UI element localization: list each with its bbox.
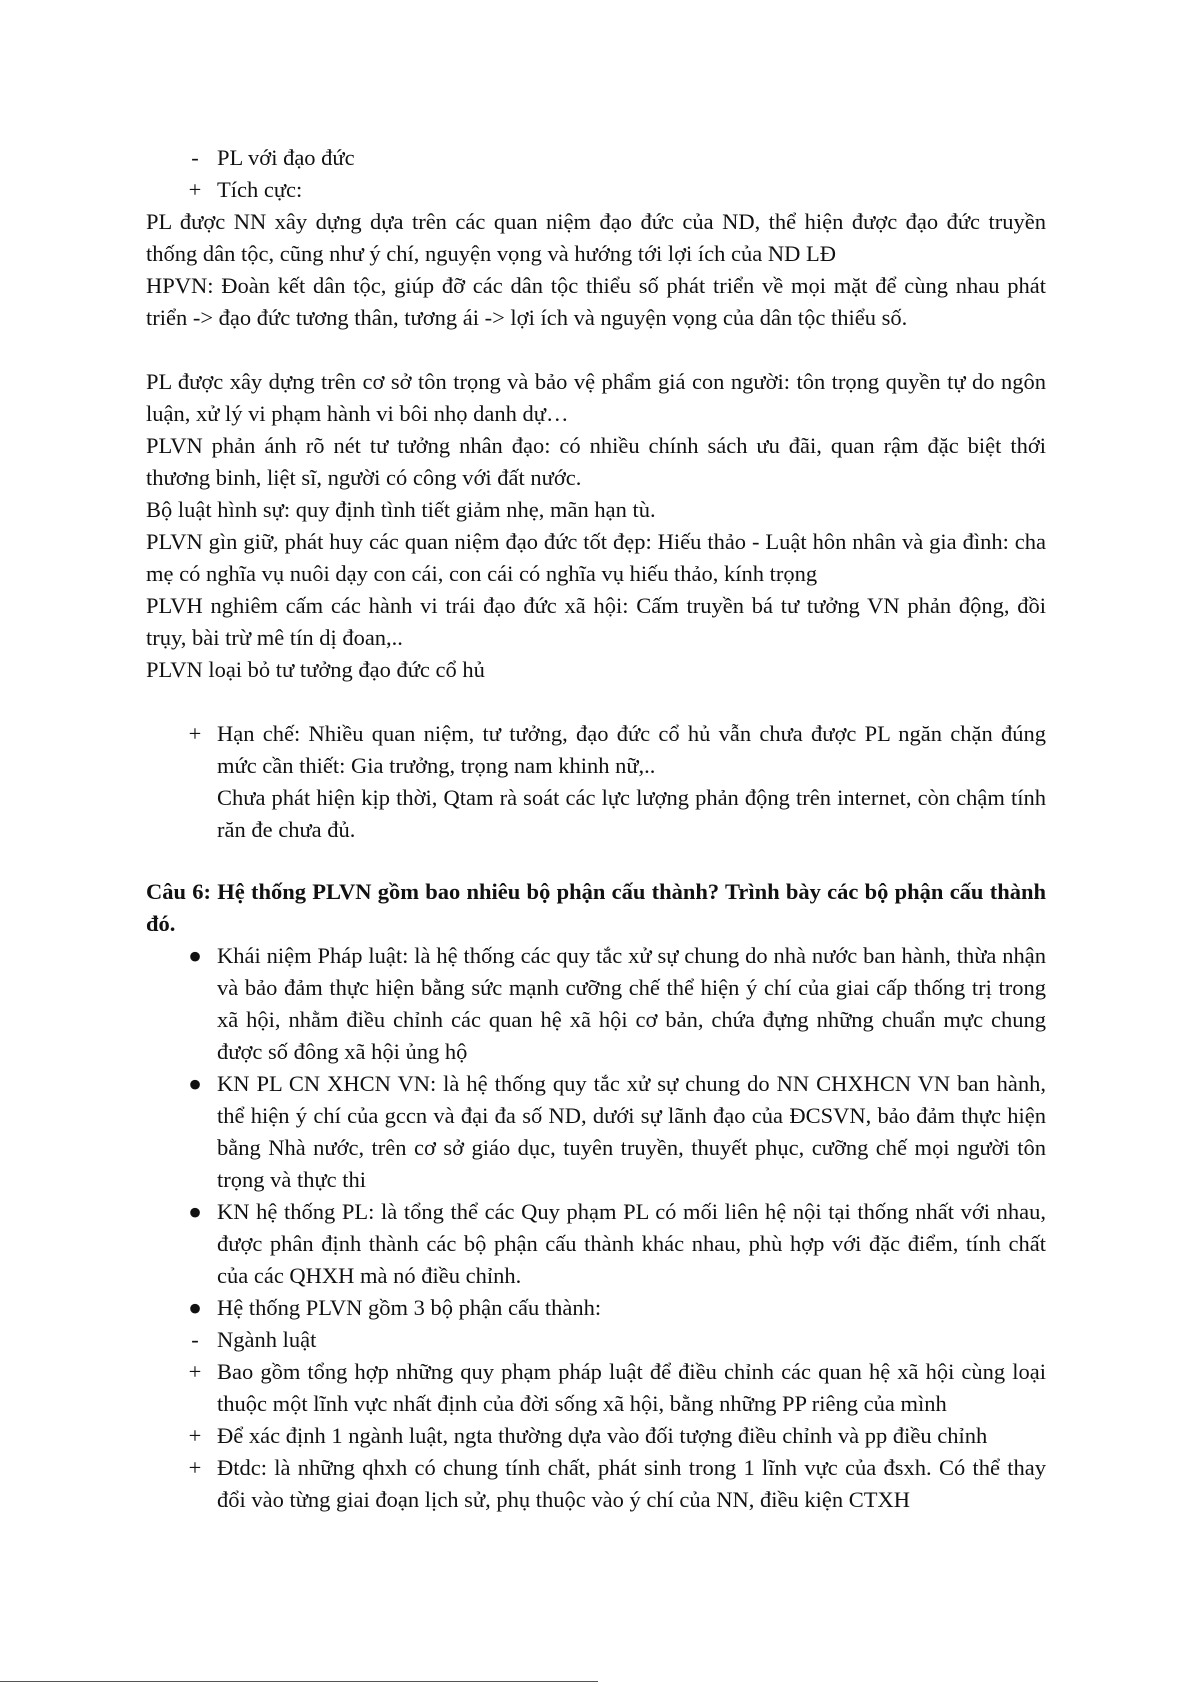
paragraph: PL được NN xây dựng dựa trên các quan niệm đạo đức của ND, thể hiện được đạo đức truyền thống dân tộc, cũng như ý chí, nguyện vọng và hướng tới lợi ích của ND LĐ bbox=[146, 209, 1046, 266]
spacer bbox=[146, 334, 1046, 366]
bullet-item bbox=[146, 940, 1046, 1068]
sub-heading: Tích cực: bbox=[217, 177, 303, 202]
paragraph: Bộ luật hình sự: quy định tình tiết giảm nhẹ, mãn hạn tù. bbox=[146, 497, 656, 522]
spacer bbox=[146, 686, 1046, 718]
paragraph: PLVN gìn giữ, phát huy các quan niệm đạo đức tốt đẹp: Hiếu thảo - Luật hôn nhân và gia đình: cha mẹ có nghĩa vụ nuôi dạy con cái, con cái có nghĩa vụ hiếu thảo, kính trọng bbox=[146, 529, 1046, 586]
plus-marker: + bbox=[188, 721, 202, 746]
paragraph: PLVH nghiêm cấm các hành vi trái đạo đức xã hội: Cấm truyền bá tư tưởng VN phản động, đồi trụy, bài trừ mê tín dị đoan,.. bbox=[146, 593, 1046, 650]
paragraph: PL được xây dựng trên cơ sở tôn trọng và bảo vệ phẩm giá con người: tôn trọng quyền tự do ngôn luận, xử lý vi phạm hành vi bôi nhọ danh dự… bbox=[146, 369, 1046, 426]
paragraph: HPVN: Đoàn kết dân tộc, giúp đỡ các dân tộc thiểu số phát triển về mọi mặt để cùng nhau phát triển -> đạo đức tương thân, tương ái -> lợi ích và nguyện vọng của dân tộc thiểu số. bbox=[146, 273, 1046, 330]
plus-marker: + bbox=[188, 1455, 202, 1480]
bullet-item bbox=[146, 1068, 1046, 1196]
dash-item-text: Ngành luật bbox=[217, 1327, 317, 1352]
dash-marker: - bbox=[191, 1327, 199, 1352]
bullet-text: KN PL CN XHCN VN: là hệ thống quy tắc xử sự chung do NN CHXHCN VN ban hành, thể hiện ý chí của gccn và đại đa số ND, dưới sự lãnh đạo của ĐCSVN, bảo đảm thực hiện bằng Nhà nước, trên cơ sở giáo dục, tuyên truyền, thuyết phục, cưỡng chế mọi người tôn trọng và thực thi bbox=[217, 1071, 1046, 1192]
list-item-plus bbox=[146, 1452, 1046, 1516]
bullet-text: Hệ thống PLVN gồm 3 bộ phận cấu thành: bbox=[217, 1295, 602, 1320]
bullet-text: KN hệ thống PL: là tổng thể các Quy phạm PL có mối liên hệ nội tại thống nhất với nhau, được phân định thành các bộ phận cấu thành khác nhau, phù hợp với đặc điểm, tính chất của các QHXH mà nó điều chỉnh. bbox=[217, 1199, 1046, 1288]
list-item-plus bbox=[146, 718, 1046, 846]
bullet-marker: ● bbox=[188, 1199, 202, 1224]
bullet-text: Khái niệm Pháp luật: là hệ thống các quy tắc xử sự chung do nhà nước ban hành, thừa nhận và bảo đảm thực hiện bằng sức mạnh cưỡng chế thể hiện ý chí của giai cấp thống trị trong xã hội, nhằm điều chỉnh các quan hệ xã hội cơ bản, chứa đựng những chuẩn mực chung được số đông xã hội ủng hộ bbox=[217, 943, 1046, 1064]
plus-marker: + bbox=[188, 1359, 202, 1384]
paragraph: PLVN loại bỏ tư tưởng đạo đức cổ hủ bbox=[146, 657, 485, 682]
plus-item-text: Bao gồm tổng hợp những quy phạm pháp luật để điều chỉnh các quan hệ xã hội cùng loại thuộc một lĩnh vực nhất định của đời sống xã hội, bằng những PP riêng của mình bbox=[217, 1359, 1046, 1416]
page-content bbox=[146, 142, 1046, 1516]
bullet-marker: ● bbox=[188, 1295, 202, 1320]
dash-marker: - bbox=[191, 145, 199, 170]
list-item-plus bbox=[146, 1356, 1046, 1420]
page-bottom-divider bbox=[0, 1681, 598, 1682]
limitation-text: Hạn chế: Nhiều quan niệm, tư tưởng, đạo đức cổ hủ vẫn chưa được PL ngăn chặn đúng mức cần thiết: Gia trưởng, trọng nam khinh nữ,.. bbox=[217, 721, 1046, 778]
plus-item-text: Đtdc: là những qhxh có chung tính chất, phát sinh trong 1 lĩnh vực của đsxh. Có thể thay đổi vào từng giai đoạn lịch sử, phụ thuộc vào ý chí của NN, điều kiện CTXH bbox=[217, 1455, 1046, 1512]
bullet-item bbox=[146, 1196, 1046, 1292]
limitation-continued: Chưa phát hiện kịp thời, Qtam rà soát các lực lượng phản động trên internet, còn chậm tính răn đe chưa đủ. bbox=[217, 785, 1046, 842]
plus-marker: + bbox=[188, 177, 202, 202]
bullet-item bbox=[146, 1292, 1046, 1324]
paragraph: PLVN phản ánh rõ nét tư tưởng nhân đạo: có nhiều chính sách ưu đãi, quan rậm đặc biệt thới thương binh, liệt sĩ, người có công với đất nước. bbox=[146, 433, 1046, 490]
spacer bbox=[146, 846, 1046, 876]
bullet-marker: ● bbox=[188, 1071, 202, 1096]
bullet-marker: ● bbox=[188, 943, 202, 968]
list-item-dash bbox=[146, 1324, 1046, 1356]
list-item-plus bbox=[146, 1420, 1046, 1452]
list-item-plus bbox=[146, 174, 1046, 206]
plus-item-text: Để xác định 1 ngành luật, ngta thường dựa vào đối tượng điều chỉnh và pp điều chỉnh bbox=[217, 1423, 988, 1448]
section-heading: PL với đạo đức bbox=[217, 145, 355, 170]
question-heading: Câu 6: Hệ thống PLVN gồm bao nhiêu bộ phận cấu thành? Trình bày các bộ phận cấu thành đó. bbox=[146, 879, 1046, 936]
plus-marker: + bbox=[188, 1423, 202, 1448]
list-item-dash bbox=[146, 142, 1046, 174]
